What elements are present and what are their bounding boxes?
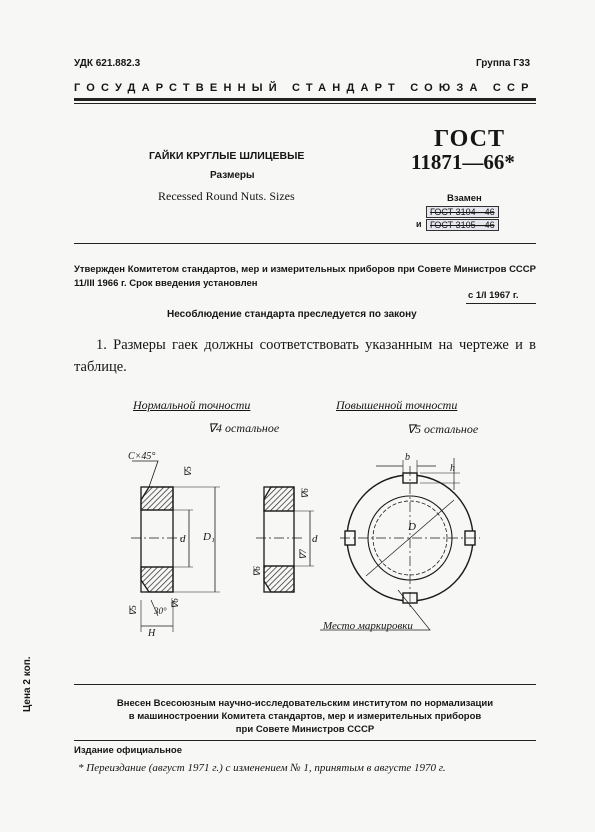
legal-warning: Несоблюдение стандарта преследуется по закону (167, 309, 417, 320)
gost-label: ГОСТ (434, 126, 505, 152)
finish-6-higher-left: ∇6 (251, 566, 262, 577)
dim-d1-label: D₁ (203, 531, 215, 543)
footer-rule-top (74, 684, 536, 685)
introduced-line-1: Внесен Всесоюзным научно-исследовательским институтом по нормализации (116, 698, 494, 709)
state-standard-heading: ГОСУДАРСТВЕННЫЙ СТАНДАРТ СОЮЗА ССР (74, 82, 535, 94)
dim-d-label: d (180, 533, 186, 545)
normal-nut-hatch-top (141, 487, 173, 510)
title-ru: ГАЙКИ КРУГЛЫЕ ШЛИЦЕВЫЕ (149, 150, 305, 162)
finish-5-top: ∇5 (182, 466, 193, 477)
price-note: Цена 2 коп. (22, 656, 33, 712)
effective-date-underline (466, 303, 536, 304)
finish-6-bottom: ∇6 (169, 598, 180, 609)
chamfer-label: C×45° (128, 451, 156, 462)
dim-d-higher-label: d (312, 533, 318, 545)
official-edition: Издание официальное (74, 745, 182, 756)
footer-rule-bottom (74, 740, 536, 741)
title-en: Recessed Round Nuts. Sizes (158, 189, 295, 203)
and-word: и (416, 219, 422, 229)
higher-nut-section (256, 487, 314, 592)
introduced-line-2: в машиностроении Комитета стандартов, мер и измерительных приборов (128, 711, 482, 722)
finish-6-higher: ∇6 (299, 488, 310, 499)
replace-label: Взамен (447, 193, 482, 204)
title-sub-ru: Размеры (210, 170, 255, 181)
effective-date: с 1/I 1967 г. (468, 290, 519, 301)
nut-drawing (110, 440, 490, 650)
dim-h-label: H (148, 628, 156, 639)
header-rule-thick (74, 98, 536, 101)
finish-7-higher: ∇7 (297, 549, 308, 560)
introduced-line-3: при Совете Министров СССР (235, 724, 375, 735)
normal-finish-label: ∇4 остальное (208, 421, 280, 435)
nut-front-view (320, 458, 480, 630)
normal-accuracy-label: Нормальной точности (133, 398, 251, 412)
finish-5-bottom: ∇5 (127, 605, 138, 616)
header-rule-thin (74, 103, 536, 104)
udk-code: УДК 621.882.3 (74, 58, 141, 69)
introduced-by (74, 697, 536, 736)
marking-label: Место маркировки (323, 620, 413, 632)
gost-number: 11871—66* (411, 150, 515, 174)
dim-D-label: D (408, 521, 416, 533)
higher-accuracy-label: Повышенной точности (336, 398, 458, 412)
section-rule (74, 243, 536, 244)
paragraph-1: 1. Размеры гаек должны соответствовать указанным на чертеже и в таблице. (74, 337, 536, 375)
replaced-standard-2: ГОСТ 3105—46 (426, 219, 499, 231)
higher-finish-label: ∇5 остальное (407, 422, 479, 436)
dim-b-label: b (405, 452, 410, 463)
angle-label: 30° (154, 606, 167, 616)
normal-nut-hatch-bottom (141, 567, 173, 592)
dim-h-slot-label: h (450, 463, 455, 474)
group-code: Группа Г33 (476, 58, 531, 69)
replaced-standard-1: ГОСТ 3104—46 (426, 206, 499, 218)
approval-text: Утвержден Комитетом стандартов, мер и измерительных приборов при Совете Министров СССР 11/III 1966 г. Срок введения установлен (74, 264, 536, 289)
reprint-note: * Переиздание (август 1971 г.) с изменением № 1, принятым в августе 1970 г. (78, 762, 446, 774)
